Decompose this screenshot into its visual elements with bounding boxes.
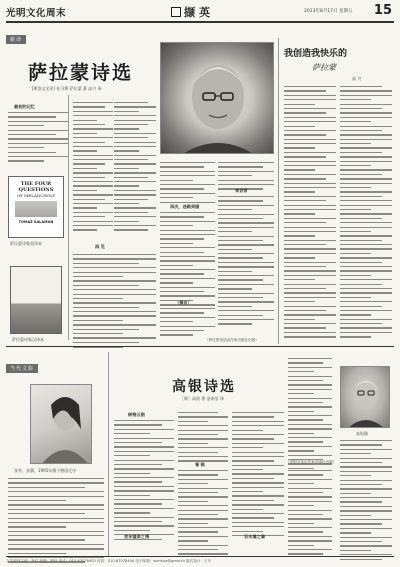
poem-text-block [73, 102, 113, 234]
book-cover-image [15, 201, 57, 217]
essay-title: 我创造我快乐的 [284, 49, 348, 59]
poem-text-block [160, 212, 215, 309]
book-cover-chinese [10, 266, 62, 334]
caption-book-chinese: 萨拉蒙诗集汉译本 [12, 337, 44, 342]
article-title-salamun: 萨拉蒙诗选 [28, 62, 134, 84]
essay-byline: 高 兴 [352, 76, 362, 81]
poem-text-block [114, 102, 156, 234]
footer-rule [6, 556, 394, 557]
book-title-line-1: THE FOUR [20, 181, 52, 187]
ko-un-portrait [340, 366, 390, 428]
poem-heading-excerpt: （摘自） [175, 300, 192, 305]
poem-heading-ko-4: 石头墙之墙 [244, 534, 265, 539]
article-byline-ko-un: ［韩］高银 著 金泰莹 译 [180, 396, 224, 401]
column-tag-contemporary: 当代文影 [6, 364, 38, 373]
poem-text-block [178, 470, 228, 558]
poem-heading-first-memory: 最初的记忆 [14, 104, 35, 109]
poem-heading-goodbye: 再 见 [95, 244, 105, 249]
poem-text-block [160, 162, 215, 206]
masthead [6, 4, 394, 20]
article-text-block [8, 478, 104, 566]
issue-date: 2013年8月17日 星期五 [304, 9, 353, 14]
poem-heading-visitor: 来访者 [235, 188, 248, 193]
section-divider [6, 346, 394, 347]
newspaper-brand: 光明文化周末 [6, 8, 67, 19]
salamun-credit: （萨拉蒙诗选由作家出版社出版） [205, 338, 259, 342]
poem-heading-ko-3: 宫东墟原之情 [124, 534, 150, 539]
poem-text-block [218, 196, 274, 328]
poem-heading-again-lost: 再次，迷路到腊 [170, 204, 200, 209]
essay-text-block [340, 440, 392, 563]
photo-caption: 张枣、张翼、1995年摄于德国宅中 [14, 468, 77, 473]
article-title-ko-un: 高银诗选 [172, 379, 236, 395]
book-author: TOMAŽ ŠALAMUN [18, 220, 54, 224]
article-byline-salamun: [斯洛文尼亚] 托马斯·萨拉蒙 著 高兴 译 [32, 86, 102, 91]
poem-text-block [288, 470, 332, 558]
salamun-portrait [160, 42, 274, 154]
column-divider [68, 95, 69, 340]
section-title: 撷英 [171, 4, 214, 20]
column-divider [108, 352, 109, 556]
caption-ko-un-portrait: 高银像 [356, 431, 368, 436]
essay-signature: 萨拉蒙 [312, 63, 336, 72]
poem-text-block [288, 358, 332, 472]
poem-text-block [160, 308, 215, 339]
footer-credits: 文艺副刊主编：李红 编辑：程伟 电话：010-67078403 传真：010-67078444 电子邮箱：wenhua@gmw.cn 版式设计：王冬 [6, 559, 212, 563]
essay-text-block [340, 86, 392, 341]
essay-text-block [284, 86, 336, 341]
column-tag-translation: 新译 [6, 35, 26, 44]
poem-text-block [232, 412, 284, 539]
poem-heading-ko-2: 看 眼 [195, 462, 205, 467]
poem-text-block [178, 412, 228, 465]
book-cover-four-questions [8, 176, 64, 238]
column-divider [278, 38, 279, 344]
masthead-rule [6, 21, 394, 23]
woman-photo [30, 384, 92, 464]
poem-text-block [114, 420, 174, 543]
poem-text-block [73, 254, 156, 351]
ko-un-credit: （高银诗选由作家出版社出版） [286, 460, 337, 464]
poem-text-block [8, 112, 68, 165]
page-number: 15 [373, 3, 392, 18]
section-box-icon [171, 7, 181, 17]
book-title-line-2: QUESTIONS [18, 187, 54, 193]
poem-heading-ko-1: 树格云图 [128, 412, 145, 417]
book-title-line-3: OF MELANCHOLY [16, 193, 56, 198]
caption-book-english: 萨拉蒙诗集英译本 [10, 241, 42, 246]
